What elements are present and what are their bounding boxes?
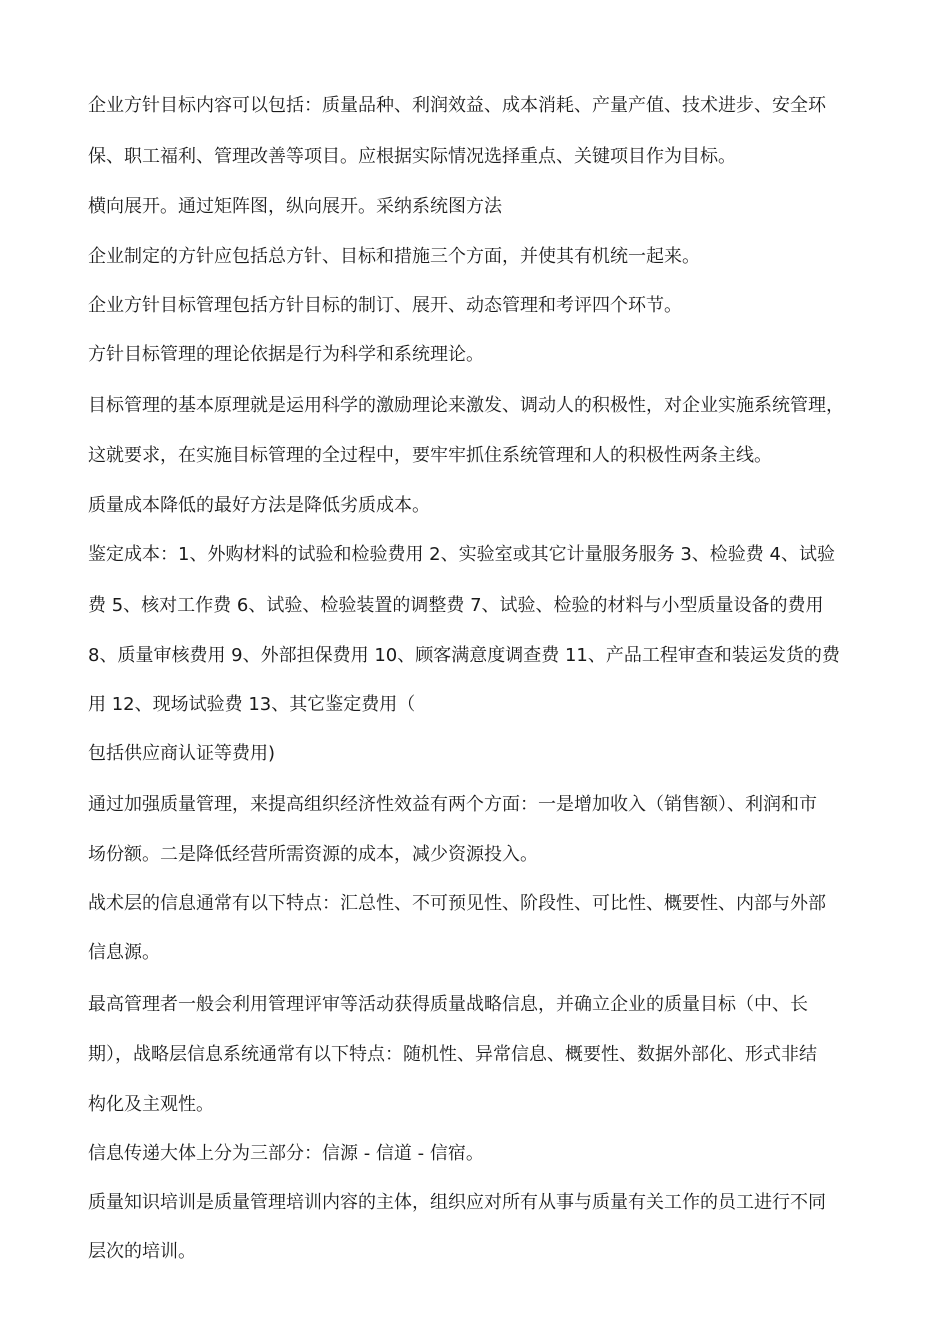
text-line: 横向展开。通过矩阵图，纵向展开。采纳系统图方法	[88, 196, 502, 217]
text-line: 鉴定成本：1、外购材料的试验和检验费用 2、实验室或其它计量服务服务 3、检验费 4、试验	[88, 544, 835, 565]
text-line: 企业方针目标内容可以包括：质量品种、利润效益、成本消耗、产量产值、技术进步、安全环	[88, 95, 826, 116]
text-line: 信息传递大体上分为三部分：信源 - 信道 - 信宿。	[88, 1143, 484, 1164]
text-line: 用 12、现场试验费 13、其它鉴定费用（	[88, 694, 416, 715]
text-line: 保、职工福利、管理改善等项目。应根据实际情况选择重点、关键项目作为目标。	[88, 146, 736, 167]
text-line: 质量成本降低的最好方法是降低劣质成本。	[88, 495, 430, 516]
text-line: 8、质量审核费用 9、外部担保费用 10、顾客满意度调查费 11、产品工程审查和装运发货的费	[88, 645, 840, 666]
text-line: 质量知识培训是质量管理培训内容的主体，组织应对所有从事与质量有关工作的员工进行不同	[88, 1192, 826, 1213]
text-line: 这就要求，在实施目标管理的全过程中，要牢牢抓住系统管理和人的积极性两条主线。	[88, 445, 772, 466]
text-line: 构化及主观性。	[88, 1094, 214, 1115]
text-line: 费 5、核对工作费 6、试验、检验装置的调整费 7、试验、检验的材料与小型质量设备的费用	[88, 595, 824, 616]
text-line: 通过加强质量管理，来提高组织经济性效益有两个方面：一是增加收入（销售额）、利润和市	[88, 794, 817, 815]
text-line: 场份额。二是降低经营所需资源的成本，减少资源投入。	[88, 844, 538, 865]
text-line: 方针目标管理的理论依据是行为科学和系统理论。	[88, 344, 484, 365]
text-line: 信息源。	[88, 942, 160, 963]
text-line: 企业方针目标管理包括方针目标的制订、展开、动态管理和考评四个环节。	[88, 295, 682, 316]
text-line: 期），战略层信息系统通常有以下特点：随机性、异常信息、概要性、数据外部化、形式非结	[88, 1044, 817, 1065]
text-line: 战术层的信息通常有以下特点：汇总性、不可预见性、阶段性、可比性、概要性、内部与外部	[88, 893, 826, 914]
text-line: 目标管理的基本原理就是运用科学的激励理论来激发、调动人的积极性，对企业实施系统管理，	[88, 395, 844, 416]
text-line: 层次的培训。	[88, 1241, 196, 1262]
text-line: 最高管理者一般会利用管理评审等活动获得质量战略信息，并确立企业的质量目标（中、长	[88, 994, 808, 1015]
text-line: 企业制定的方针应包括总方针、目标和措施三个方面，并使其有机统一起来。	[88, 246, 700, 267]
text-line: 包括供应商认证等费用)	[88, 743, 276, 764]
